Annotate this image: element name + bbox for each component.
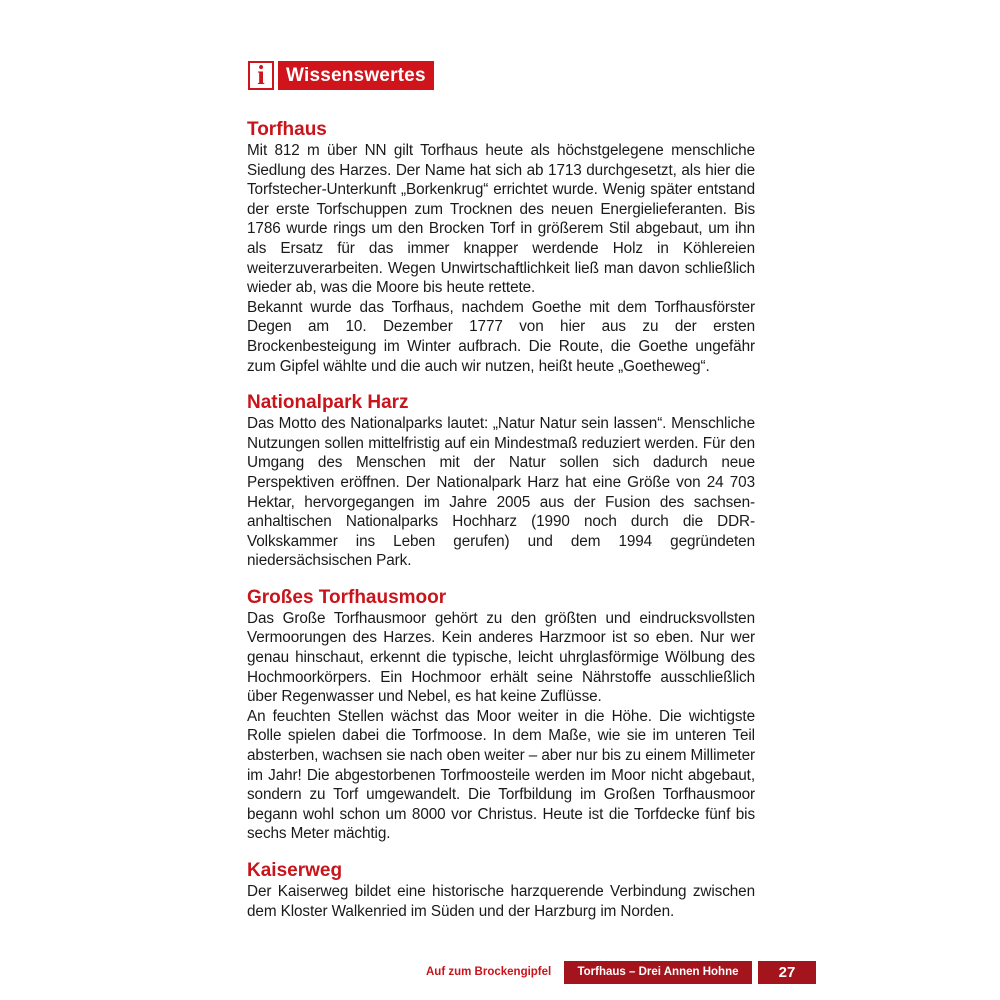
section-header xyxy=(248,61,434,90)
footer-route: Torfhaus – Drei Annen Hohne xyxy=(564,961,752,984)
section-heading: Kaiserweg xyxy=(247,860,343,881)
section-paragraph: Das Motto des Nationalparks lautet: „Natur Natur sein lassen“. Menschliche Nutzungen sollen mittelfristig auf ein Mindestmaß reduziert werden. Für den Umgang des Menschen mit der Natur sollen sich dadurch neue Perspektiven eröffnen. Der Nationalpark Harz hat eine Größe von 24 703 Hektar, hervorgegangen im Jahre 2005 aus der Fusion des sachsen-anhaltischen Nationalparks Hochharz (1990 noch durch die DDR-Volkskammer ins Leben gerufen) und dem 1994 gegründeten niedersächsischen Park. xyxy=(247,415,755,570)
section-paragraph: Bekannt wurde das Torfhaus, nachdem Goethe mit dem Torfhausförster Degen am 10. Dezember 1777 von hier aus zu der ersten Brockenbesteigung im Winter aufbrach. Die Route, die Goethe ungefähr zum Gipfel wählte und die auch wir nutzen, heißt heute „Goetheweg“. xyxy=(247,298,755,375)
section-kaiserweg xyxy=(247,859,755,921)
section-paragraph: An feuchten Stellen wächst das Moor weiter in die Höhe. Die wichtigste Rolle spielen dabei die Torfmoose. In dem Maße, wie sie im unteren Teil absterben, wachsen sie nach oben weiter – aber nur bis zu einem Millimeter im Jahr! Die abgestorbenen Torfmoosteile werden im Moor nicht abgebaut, sondern zu Torf umgewandelt. Die Torfbildung im Großen Torfhausmoor begann wohl schon um 8000 vor Christus. Heute ist die Torfdecke fünf bis sechs Meter mächtig. xyxy=(247,707,755,843)
footer-chapter: Auf zum Brockengipfel xyxy=(426,966,552,978)
section-nationalpark-harz xyxy=(247,391,755,571)
section-torfhaus xyxy=(247,118,755,376)
page-number: 27 xyxy=(758,961,816,984)
info-icon: i xyxy=(248,61,274,90)
section-paragraph: Der Kaiserweg bildet eine historische harzquerende Verbindung zwischen dem Kloster Walkenried im Süden und der Harzburg im Norden. xyxy=(247,883,755,920)
section-grosses-torfhausmoor xyxy=(247,586,755,844)
section-heading: Nationalpark Harz xyxy=(247,392,409,414)
section-heading: Torfhaus xyxy=(247,119,327,140)
page-content xyxy=(247,118,755,936)
header-title: Wissenswertes xyxy=(278,61,434,90)
section-paragraph: Mit 812 m über NN gilt Torfhaus heute als höchstgelegene menschliche Siedlung des Harzes. Der Name hat sich ab 1713 durchgesetzt, als hier die Torfstecher-Unterkunft „Borkenkrug“ errichtet wurde. Wenig später entstand der erste Torfschuppen zum Trocknen des neuen Energielieferanten. Bis 1786 wurde rings um den Brocken Torf in größerem Stil abgebaut, um ihn als Ersatz für das immer knapper werdende Holz in Köhlereien weiterzuverarbeiten. Wegen Unwirtschaftlichkeit ließ man davon schließlich wieder ab, was die Moore bis heute rettete. xyxy=(247,142,755,297)
section-heading: Großes Torfhausmoor xyxy=(247,586,447,608)
section-paragraph: Das Große Torfhausmoor gehört zu den größten und eindrucksvollsten Vermoorungen des Harzes. Kein anderes Harzmoor ist so eben. Nur wer genau hinschaut, erkennt die typische, leicht uhrglasförmige Wölbung des Hochmoorkörpers. Ein Hochmoor erhält seine Nährstoffe ausschließlich über Regenwasser und Nebel, es hat keine Zuflüsse. xyxy=(247,609,755,706)
